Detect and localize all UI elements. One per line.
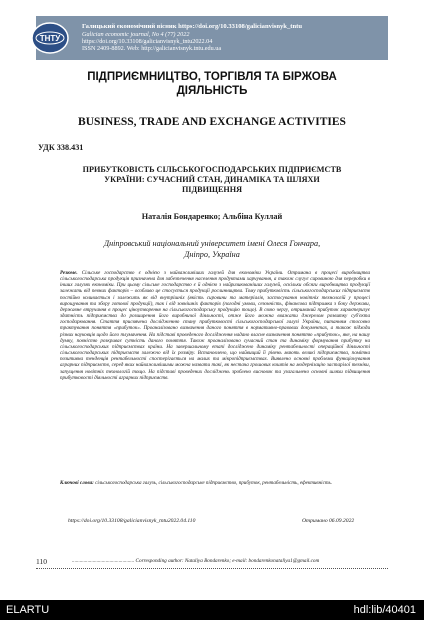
- abstract: [60, 270, 370, 381]
- udc-code: УДК 338.431: [38, 143, 84, 152]
- corresponding-author: ................................................ Corresponding author: Nataliya Bondarenko; e-mail: bondarenkonataliya1@gmail.com: [72, 558, 320, 564]
- journal-issue-doi: https://doi.org/10.33108/galicianvisnyk_tntu2022.04: [82, 38, 213, 45]
- journal-title: Галицький економічний вісник https://doi.org/10.33108/galicianvisnyk_tntu: [82, 23, 302, 31]
- journal-info: [82, 23, 302, 53]
- article-doi-link[interactable]: https://doi.org/10.33108/galicianvisnyk_tntu2022.04.110: [68, 518, 196, 524]
- article-title: [60, 165, 364, 195]
- repository-status-bar: [0, 600, 424, 620]
- tntu-logo-icon: [30, 20, 70, 56]
- keywords-text: сільськогосподарська галузь, сільськогосподарське підприємство, прибуток, рентабельність, ефективність.: [93, 480, 333, 486]
- section-heading-ua-line2: ДІЯЛЬНІСТЬ: [176, 85, 248, 97]
- article-title-line2: УКРАЇНИ: СУЧАСНИЙ СТАН, ДИНАМІКА ТА ШЛЯХИ: [104, 175, 320, 184]
- keywords-label: Ключові слова:: [60, 480, 94, 486]
- journal-issn: ISSN 2409-8892. Web: http://galicianvisnyk.tntu.edu.ua: [82, 45, 222, 53]
- logo-text: ТНТУ: [39, 34, 61, 43]
- journal-header-banner: [36, 16, 388, 60]
- section-heading-ua: [0, 70, 424, 98]
- article-title-line1: ПРИБУТКОВІСТЬ СІЛЬСЬКОГОСПОДАРСЬКИХ ПІДПРИЄМСТВ: [82, 165, 342, 174]
- keywords: [60, 480, 370, 486]
- section-heading-ua-line1: ПІДПРИЄМНИЦТВО, ТОРГІВЛЯ ТА БІРЖОВА: [87, 71, 337, 83]
- footer-divider: [36, 568, 388, 569]
- journal-title-en: Galician economic journal, No 4 (77) 2022: [82, 30, 190, 38]
- affiliation: [0, 238, 424, 260]
- repository-name: ELARTU: [6, 604, 50, 616]
- page-number: 110: [36, 557, 47, 566]
- handle-identifier: hdl:lib/40401: [353, 604, 416, 616]
- received-date: Отримано 06.09.2022: [302, 518, 355, 524]
- abstract-label: Резюме.: [60, 270, 78, 276]
- authors: Наталія Бондаренко; Альбіна Куллай: [141, 212, 283, 221]
- section-heading-en: BUSINESS, TRADE AND EXCHANGE ACTIVITIES: [78, 116, 346, 128]
- article-title-line3: ПІДВИЩЕННЯ: [181, 185, 243, 194]
- abstract-text: Сільське господарство є однією з найважливіших галузей для економіки України. Отримана в процесі виробництва сільськогосподарська продукція призначена для забезпечення населення продуктами харчування, а також слугує сировиною для переробки в інших галузях економіки. При цьому сільське господарство є й однією з найризикованіших галузей, оскільки обсяги виробництва продукції залежать від певних факторів – особливо це стосується продукції рослинництва. Тому прибутковість сільськогосподарських підприємств постійно коливається і залежить як від внутрішніх (якість сировини та матеріалів, застосування новітніх технологій у процесі вирощування та збору готової продукції), так і від зовнішніх факторів (погодні умови, сезонність, фінансова підтримка з боку держави, державне втручання в процес ціноутворення на сільськогосподарську продукцію тощо). В свою чергу, отриманий прибуток характеризує здатність підприємства до розширення його виробничої діяльності, отже його можна вважати джерелом розвитку суб'єкта господарювання. Стаття присвячена дослідженню стану прибутковості сільськогосподарської галузі України, питанням стосовно трактування поняття «прибуток». Проаналізовано визначення даного поняття в нормативно-правових документах, а також підходи різних науковців щодо його тлумачення. На підставі проведеного дослідження надано власне визначення поняттю «прибуток», яке, на нашу думку, повністю розкриває сутність даного поняття. Також проаналізовано сучасний стан та динаміку формування прибутку на сільськогосподарських підприємствах країни. На завершальному етапі досліджено динаміку рентабельності операційної діяльності сільськогосподарських підприємств залежно від їх розміру. Встановлено, що найвищий її рівень мають великі підприємства, помітна позитивна тенденція рентабельності спостерігається на малих та мікропідприємствах. Виявлено основні проблеми функціонування аграрних підприємств, серед яких найважливішими можна назвати такі, як нестача грошових коштів на модернізацію застарілої техніки, запущення новітніх технологій тощо. На підставі проведених досліджень зроблено висновок та узагальнено основні шляхи підвищення прибутковості діяльності аграрних підприємств.: [60, 270, 370, 381]
- affiliation-line1: Дніпровський національний університет імені Олеся Гончара,: [103, 239, 321, 248]
- affiliation-line2: Дніпро, Україна: [184, 250, 240, 259]
